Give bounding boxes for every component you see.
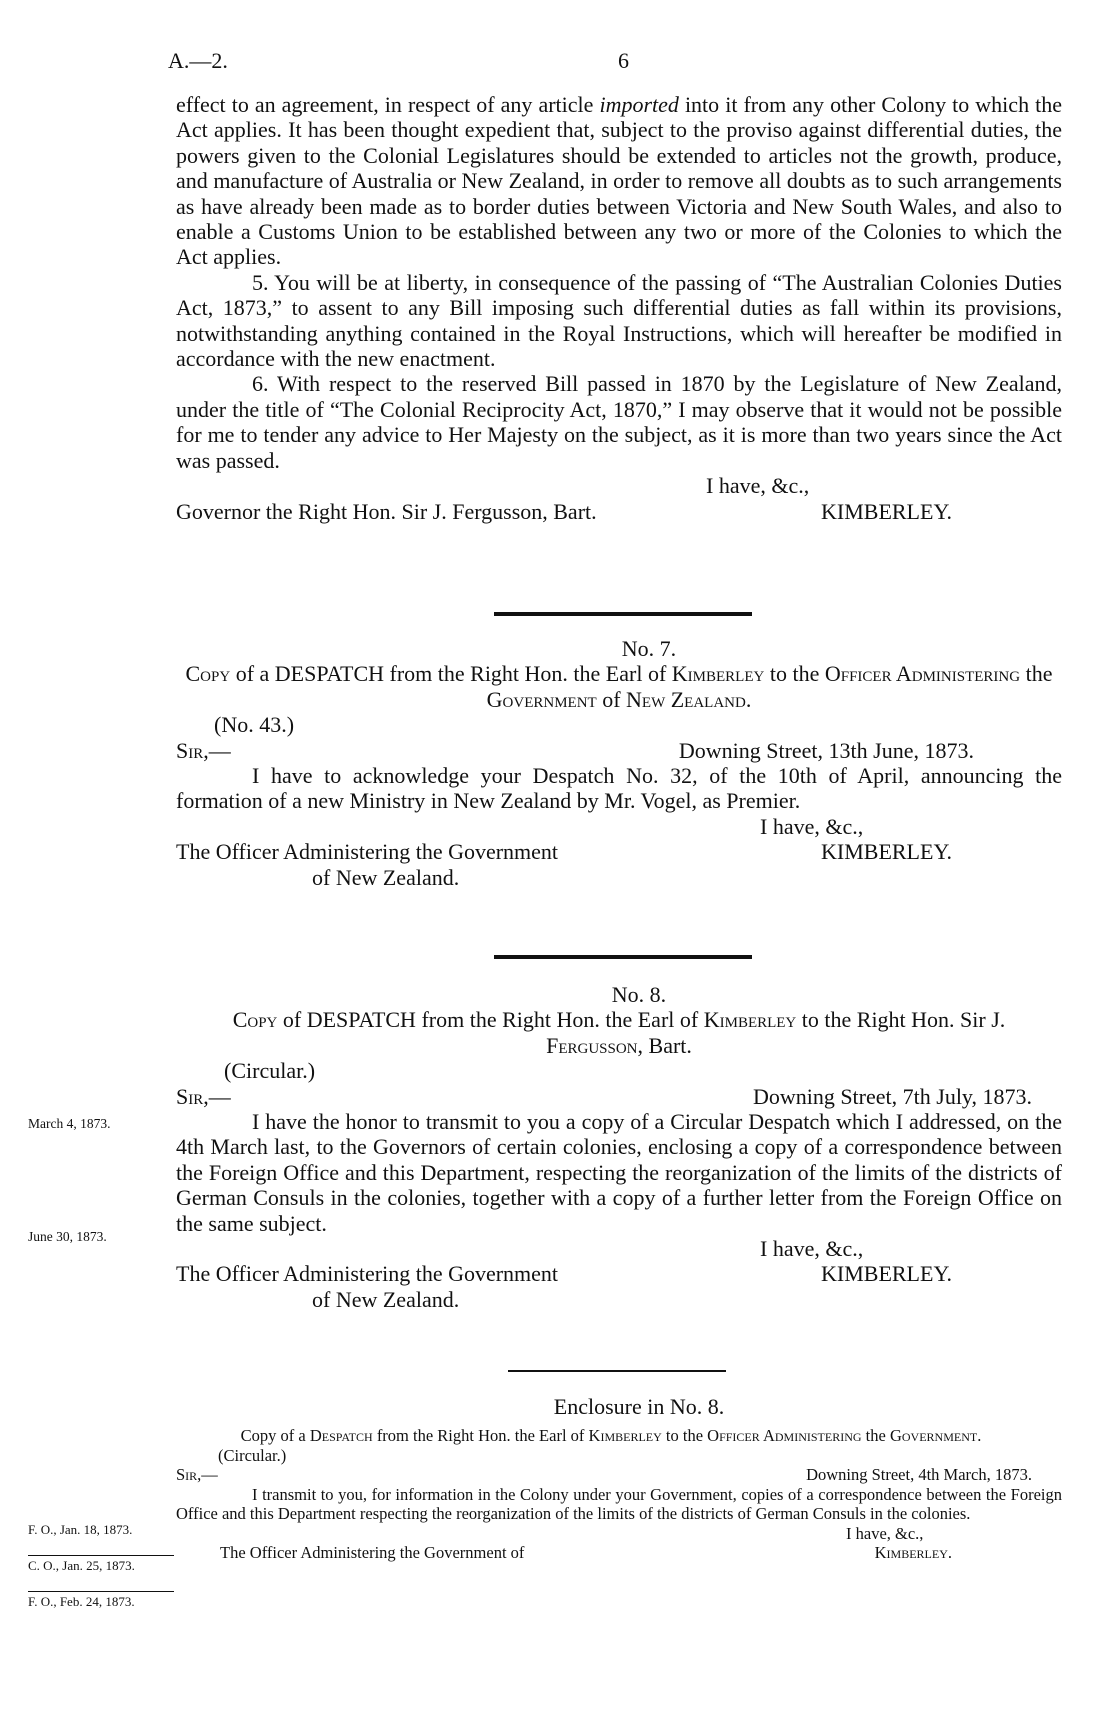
paragraph-5: 5. You will be at liberty, in consequence of the passing of “The Australian Colonies Duties Act, 1873,” to assent to any Bill imposing such differential duties as fall within its provisions, notwithstanding anything contained in the Royal Instructions, which will hereafter be modified in accordance with the new enactment. (176, 269, 1062, 372)
salutation: Sir,— (176, 1083, 231, 1109)
section-enclosure (176, 1394, 1062, 1419)
addressee-continued: of New Zealand. (312, 864, 460, 890)
salutation: Sir,— (176, 1465, 218, 1484)
enclosure-body: I transmit to you, for information in the Colony under your Government, copies of a correspondence between the Foreign Office and this Department respecting the reorganization of the limits of the districts of German Consuls in the colonies. (176, 1484, 1062, 1523)
margin-note-fo-jan: F. O., Jan. 18, 1873. (28, 1522, 133, 1537)
margin-rule (28, 1555, 174, 1556)
addressee: The Officer Administering the Government (176, 839, 559, 865)
signature: KIMBERLEY. (821, 839, 952, 865)
closing: I have, &c., (760, 813, 864, 839)
page-number: 6 (618, 48, 629, 73)
section-divider (494, 955, 752, 959)
date-line: Downing Street, 7th July, 1873. (752, 1083, 1032, 1109)
date-line: Downing Street, 13th June, 1873. (678, 737, 974, 763)
section-no-8 (176, 982, 1062, 1312)
paragraph-continuation: effect to an agreement, in respect of any article imported into it from any other Colony to which the Act applies. It has been thought expedient that, subject to the proviso against differential duties, the powers given to the Colonial Legislatures should be extended to articles not the growth, produce, and manufacture of Australia or New Zealand, in order to remove all doubts as to such arrangements as have already been made as to border duties between Victoria and New South Wales, and also to enable a Customs Union to be established between any two or more of the Colonies to which the Act applies. (176, 92, 1062, 270)
despatch-ref: (No. 43.) (214, 712, 295, 738)
enclosure-divider (508, 1370, 726, 1372)
despatch-title: Copy of a DESPATCH from the Right Hon. the Earl of Kimberley to the Officer Administering the Government of New Zealand. (185, 661, 1053, 712)
enclosure-title: Copy of a Despatch from the Right Hon. the Earl of Kimberley to the Officer Administering the Government. (240, 1426, 982, 1445)
signature: KIMBERLEY. (821, 1261, 952, 1287)
addressee: The Officer Administering the Government (176, 1261, 559, 1287)
addressee-continued: of New Zealand. (312, 1286, 460, 1312)
margin-note-march: March 4, 1873. (28, 1116, 111, 1131)
closing: I have, &c., (706, 473, 810, 499)
addressee: The Officer Administering the Government of (220, 1543, 525, 1562)
section-no-7 (176, 636, 1062, 890)
addressee: Governor the Right Hon. Sir J. Fergusson, Bart. (176, 498, 597, 524)
despatch-number: No. 8. (611, 982, 667, 1007)
section-previous-despatch (176, 92, 1062, 524)
despatch-ref: (Circular.) (224, 1058, 316, 1084)
margin-note-fo-feb: F. O., Feb. 24, 1873. (28, 1594, 135, 1609)
section-divider (494, 612, 752, 616)
salutation: Sir,— (176, 737, 231, 763)
despatch-title: Copy of DESPATCH from the Right Hon. the Earl of Kimberley to the Right Hon. Sir J. Fergusson, Bart. (232, 1007, 1006, 1058)
margin-rule (28, 1591, 174, 1592)
margin-note-june: June 30, 1873. (28, 1229, 107, 1244)
closing: I have, &c., (846, 1523, 924, 1543)
despatch-body: I have the honor to transmit to you a copy of a Circular Despatch which I addressed, on the 4th March last, to the Governors of certain colonies, enclosing a copy of a correspondence between the Foreign Office and this Department, respecting the reorganization of the limits of the districts of German Consuls in the colonies, together with a copy of a further letter from the Foreign Office on the same subject. (176, 1109, 1062, 1236)
enclosure-content (176, 1426, 1062, 1563)
closing: I have, &c., (760, 1236, 864, 1262)
enclosure-heading: Enclosure in No. 8. (553, 1394, 725, 1419)
series-code: A.—2. (168, 48, 228, 73)
signature: KIMBERLEY. (821, 498, 952, 524)
signature: Kimberley. (874, 1543, 952, 1562)
paragraph-6: 6. With respect to the reserved Bill passed in 1870 by the Legislature of New Zealand, under the title of “The Colonial Reciprocity Act, 1870,” I may observe that it would not be possible for me to tender any advice to Her Majesty on the subject, as it is more than two years since the Act was passed. (176, 371, 1062, 473)
despatch-body: I have to acknowledge your Despatch No. 32, of the 10th of April, announcing the formation of a new Ministry in New Zealand by Mr. Vogel, as Premier. (176, 763, 1062, 814)
margin-note-co-jan: C. O., Jan. 25, 1873. (28, 1558, 135, 1573)
despatch-number: No. 7. (621, 636, 677, 661)
date-line: Downing Street, 4th March, 1873. (806, 1465, 1032, 1484)
enclosure-ref: (Circular.) (218, 1445, 287, 1465)
